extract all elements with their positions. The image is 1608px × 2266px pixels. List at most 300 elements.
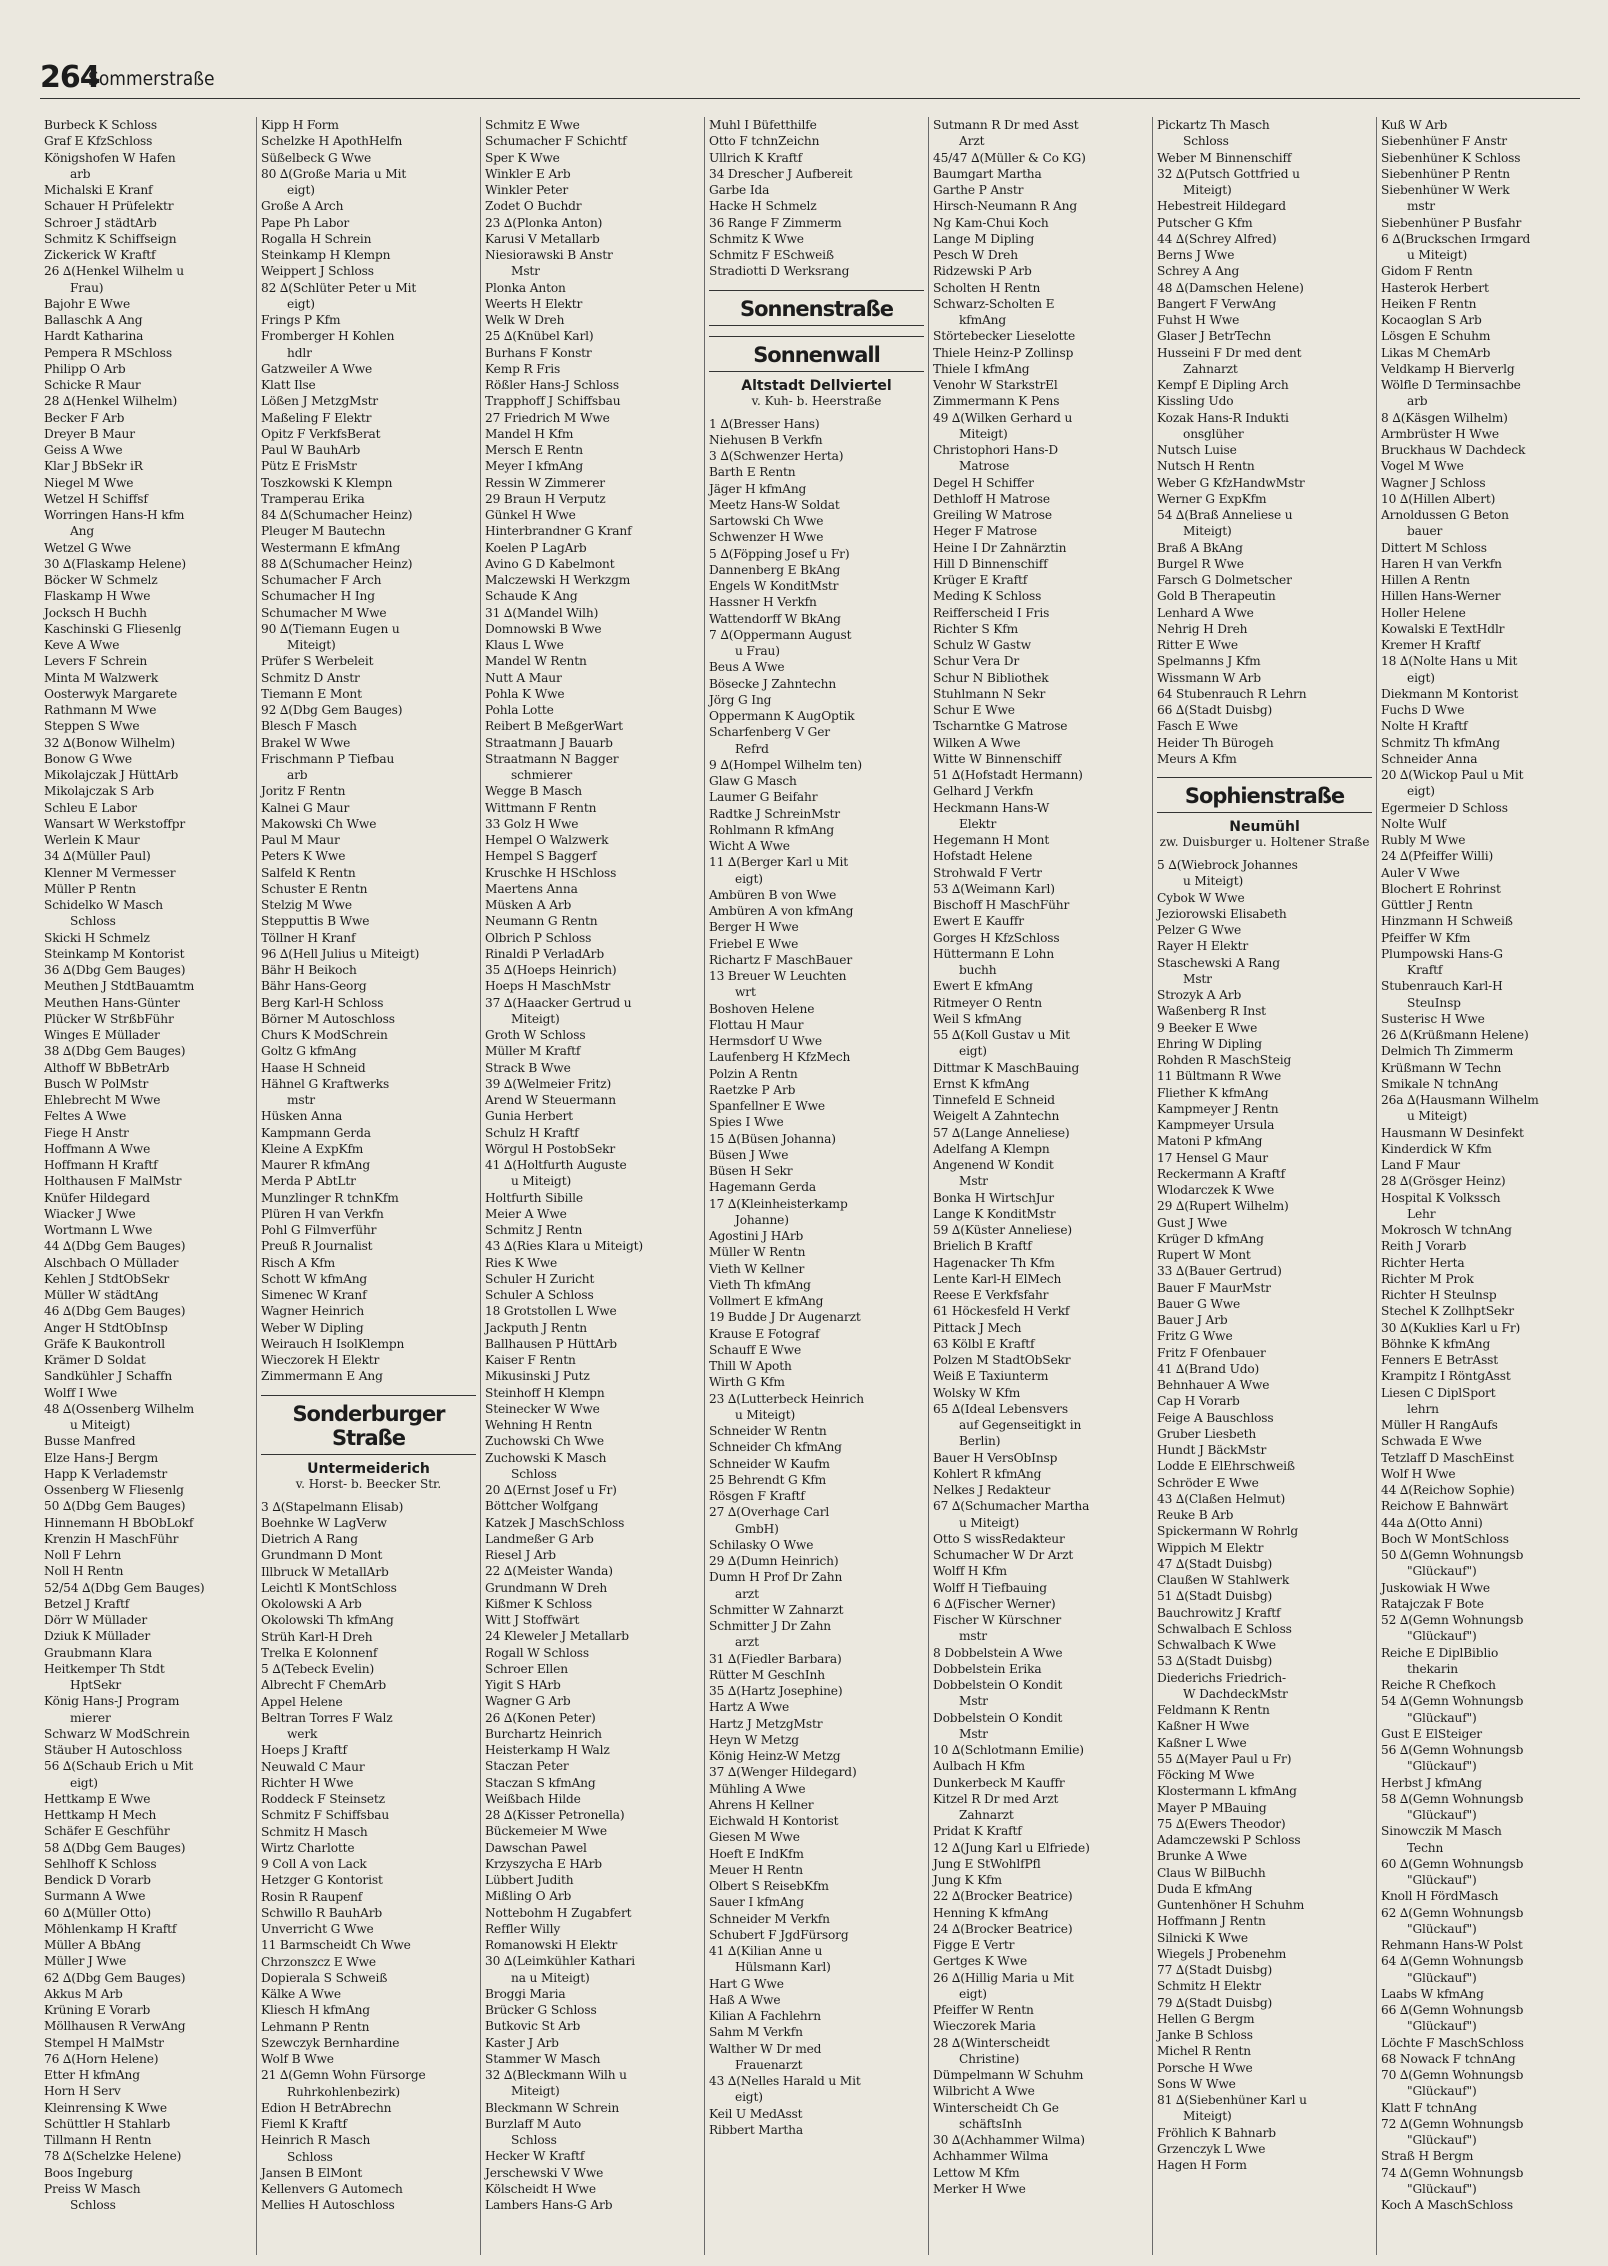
resident-entry: Bruckhaus W Dachdeck: [1381, 443, 1526, 457]
resident-entry: Peters K Wwe: [261, 849, 346, 864]
resident-entry: Lenhard A Wwe: [1157, 605, 1254, 620]
resident-entry: Rayer H Elektr: [1157, 939, 1249, 954]
resident-entry: 22 ∆(Brocker Beatrice): [933, 1889, 1073, 1904]
resident-entry: Hagenacker Th Kfm: [933, 1255, 1055, 1270]
resident-entry: Hellen G Bergm: [1157, 2011, 1255, 2026]
directory-column: [40, 117, 256, 2255]
resident-entry: Stelzig M Wwe: [261, 898, 352, 912]
resident-entry: Mißling O Arb: [485, 1889, 572, 1904]
resident-entry: Rößler Hans-J Schloss: [485, 378, 619, 392]
resident-entry: Schelzke H ApothHelfn: [261, 134, 403, 149]
resident-entry: Schmitz K Wwe: [709, 231, 804, 246]
resident-entry: Tinnefeld E Schneid: [933, 1093, 1055, 1107]
resident-entry: Jäger H kfmAng: [709, 481, 807, 496]
resident-entry: Bendick D Vorarb: [44, 1873, 151, 1887]
resident-entry: Burchartz Heinrich: [485, 1726, 602, 1741]
resident-entry: Schmitz H Masch: [261, 1824, 368, 1839]
resident-entry: 88 ∆(Schumacher Heinz): [261, 556, 413, 571]
resident-entry: 37 ∆(Wenger Hildegard): [709, 1765, 857, 1780]
resident-entry: Hempel O Walzwerk: [485, 833, 609, 847]
resident-entry: Kaßner H Wwe: [1157, 1719, 1250, 1734]
resident-entry: Opitz F VerkfsBerat: [261, 426, 381, 441]
resident-entry: 20 ∆(Wickop Paul u Mit: [1381, 768, 1524, 782]
resident-entry: Olbert S ReisebKfm: [709, 1879, 829, 1893]
resident-entry: Koelen P LagArb: [485, 540, 587, 555]
resident-entry: 17 ∆(Kleinheisterkamp: [709, 1196, 848, 1211]
resident-entry: Paul M Maur: [261, 833, 340, 847]
resident-entry: Wolf H Wwe: [1381, 1466, 1456, 1481]
entry-continuation: Matrose: [959, 459, 1010, 474]
resident-entry: Richartz F MaschBauer: [709, 952, 852, 967]
resident-entry: Börner M Autoschloss: [261, 1011, 395, 1026]
resident-entry: Welk W Dreh: [485, 313, 565, 327]
resident-entry: Brakel W Wwe: [261, 735, 351, 750]
resident-entry: Fritz G Wwe: [1157, 1329, 1233, 1344]
resident-entry: Weil S kfmAng: [933, 1011, 1022, 1026]
resident-entry: Landmeßer G Arb: [485, 1531, 594, 1546]
resident-entry: Siebenhüner F Anstr: [1381, 134, 1507, 149]
resident-entry: König Heinz-W Metzg: [709, 1749, 841, 1763]
resident-entry: 80 ∆(Große Maria u Mit: [261, 166, 407, 181]
resident-entry: 5 ∆(Föpping Josef u Fr): [709, 546, 850, 561]
resident-entry: Feige A Bauschloss: [1157, 1410, 1274, 1425]
resident-entry: Krzyszycha E HArb: [485, 1856, 602, 1871]
district-name: Altstadt Dellviertel: [741, 377, 892, 394]
resident-entry: Tramperau Erika: [261, 491, 365, 506]
resident-entry: Rehmann Hans-W Polst: [1381, 1938, 1523, 1952]
entry-continuation: Hülsmann Karl): [735, 1960, 831, 1975]
directory-column: [480, 117, 704, 2255]
entry-continuation: u Miteigt): [1407, 248, 1468, 262]
entry-continuation: eigt): [287, 183, 315, 197]
resident-entry: Löchte F MaschSchloss: [1381, 2035, 1524, 2050]
resident-entry: Hasterok Herbert: [1381, 280, 1489, 295]
resident-entry: Behnhauer A Wwe: [1157, 1378, 1270, 1392]
resident-entry: Sauer I kfmAng: [709, 1895, 804, 1910]
resident-entry: 20 ∆(Ernst Josef u Fr): [485, 1483, 617, 1497]
resident-entry: Stäuber H Autoschloss: [44, 1743, 182, 1757]
resident-entry: Knoll H FördMasch: [1381, 1889, 1499, 1904]
resident-entry: Schauff E Wwe: [709, 1342, 802, 1357]
resident-entry: Schmitz H Elektr: [1157, 1979, 1261, 1994]
resident-entry: Thiele I kfmAng: [933, 361, 1030, 376]
resident-entry: 53 ∆(Stadt Duisbg): [1157, 1654, 1273, 1669]
resident-entry: Krüßmann W Techn: [1381, 1060, 1502, 1075]
resident-entry: Dunkerbeck M Kauffr: [933, 1775, 1065, 1790]
resident-entry: Noll H Rentn: [44, 1564, 124, 1579]
resident-entry: Gorges H KfzSchloss: [933, 930, 1060, 945]
resident-entry: Kissling Udo: [1157, 394, 1234, 409]
resident-entry: Hettkamp E Wwe: [44, 1791, 151, 1806]
resident-entry: Schuler H Zuricht: [485, 1271, 595, 1286]
resident-entry: 74 ∆(Gemn Wohnungsb: [1381, 2165, 1524, 2180]
resident-entry: 50 ∆(Dbg Gem Bauges): [44, 1499, 186, 1514]
resident-entry: Claußen W Stahlwerk: [1157, 1573, 1290, 1587]
resident-entry: 13 Breuer W Leuchten: [709, 969, 847, 983]
entry-continuation: "Glückauf"): [1407, 1759, 1477, 1774]
resident-entry: Salfeld K Rentn: [261, 865, 356, 880]
resident-entry: Weigelt A Zahntechn: [933, 1109, 1060, 1124]
resident-entry: Polzen M StadtObSekr: [933, 1353, 1071, 1367]
resident-entry: Wirtz Charlotte: [261, 1840, 355, 1855]
resident-entry: Brielich B Kraftf: [933, 1239, 1032, 1254]
resident-entry: Hetzger G Kontorist: [261, 1873, 383, 1888]
resident-entry: Ritmeyer O Rentn: [933, 995, 1042, 1010]
resident-entry: Pohl G Filmverführ: [261, 1223, 377, 1237]
resident-entry: Krenzin H MaschFühr: [44, 1531, 179, 1546]
resident-entry: Domnowski B Wwe: [485, 621, 602, 636]
resident-entry: Meurs A Kfm: [1157, 751, 1237, 766]
resident-entry: Hinzmann H Schweiß: [1381, 914, 1513, 929]
resident-entry: Oppermann K AugOptik: [709, 709, 855, 723]
resident-entry: Mersch E Rentn: [485, 443, 583, 457]
resident-entry: Risch A Kfm: [261, 1255, 336, 1270]
resident-entry: Alschbach O Müllader: [44, 1255, 179, 1270]
entry-continuation: "Glückauf"): [1407, 1921, 1477, 1936]
resident-entry: Richter Herta: [1381, 1255, 1465, 1270]
resident-entry: Pohla Lotte: [485, 703, 554, 717]
resident-entry: 37 ∆(Haacker Gertrud u: [485, 995, 632, 1010]
resident-entry: Roddeck F Steinsetz: [261, 1792, 385, 1806]
resident-entry: Michalski E Kranf: [44, 183, 153, 197]
resident-entry: Bonow G Wwe: [44, 751, 132, 766]
resident-entry: Feldmann K Rentn: [1157, 1703, 1270, 1717]
resident-entry: Gust E ElSteiger: [1381, 1726, 1482, 1741]
resident-entry: Böhnke K kfmAng: [1381, 1336, 1491, 1351]
street-heading: Sophienstraße: [1157, 777, 1372, 813]
resident-entry: Bauer G Wwe: [1157, 1296, 1241, 1311]
resident-entry: Schüttler H Stahlarb: [44, 2116, 171, 2131]
resident-entry: 65 ∆(Ideal Lebensvers: [933, 1401, 1068, 1416]
resident-entry: Kalnei G Maur: [261, 800, 350, 815]
resident-entry: Trapphoff J Schiffsbau: [485, 394, 621, 409]
resident-entry: Gidom F Rentn: [1381, 264, 1473, 279]
resident-entry: Fliether K kfmAng: [1157, 1085, 1269, 1100]
resident-entry: 29 ∆(Dumn Heinrich): [709, 1554, 839, 1568]
resident-entry: 96 ∆(Hell Julius u Miteigt): [261, 946, 420, 961]
resident-entry: Sandkühler J Schaffn: [44, 1369, 173, 1384]
resident-entry: Lodde E ElEhrschweiß: [1157, 1459, 1295, 1474]
resident-entry: 82 ∆(Schlüter Peter u Mit: [261, 280, 417, 295]
entry-continuation: Zahnarzt: [1183, 361, 1238, 376]
entry-continuation: arzt: [735, 1635, 759, 1650]
resident-entry: Veldkamp H Bierverlg: [1381, 361, 1515, 376]
resident-entry: Rubly M Wwe: [1381, 833, 1466, 847]
resident-entry: 24 ∆(Pfeiffer Willi): [1381, 849, 1494, 864]
resident-entry: Schulz H Kraftf: [485, 1125, 579, 1140]
resident-entry: Spickermann W Rohrlg: [1157, 1524, 1298, 1539]
resident-entry: Winterscheidt Ch Ge: [933, 2100, 1059, 2115]
resident-entry: 7 ∆(Oppermann August: [709, 627, 852, 642]
resident-entry: 23 ∆(Lutterbeck Heinrich: [709, 1391, 864, 1406]
resident-entry: Riesel J Arb: [485, 1548, 556, 1562]
resident-entry: Rathmann M Wwe: [44, 703, 157, 717]
resident-entry: Bauer H VersObInsp: [933, 1450, 1058, 1465]
directory-column: [256, 117, 480, 2255]
resident-entry: Heckmann Hans-W: [933, 800, 1050, 815]
street-heading: Sonderburger Straße: [261, 1395, 476, 1455]
resident-entry: 9 Beeker E Wwe: [1157, 1020, 1258, 1035]
resident-entry: Störtebecker Lieselotte: [933, 329, 1076, 344]
resident-entry: Siebenhüner P Busfahr: [1381, 215, 1522, 230]
resident-entry: Klar J BbSekr iR: [44, 459, 143, 474]
resident-entry: 79 ∆(Stadt Duisbg): [1157, 1995, 1273, 2010]
resident-entry: Delmich Th Zimmerm: [1381, 1044, 1514, 1059]
entry-continuation: u Miteigt): [511, 1174, 572, 1189]
entry-continuation: buchh: [959, 963, 997, 977]
resident-entry: Becker F Arb: [44, 410, 125, 425]
resident-entry: Dreyer B Maur: [44, 426, 135, 441]
resident-entry: Polzin A Rentn: [709, 1066, 798, 1081]
resident-entry: 11 Bültmann R Wwe: [1157, 1069, 1282, 1084]
resident-entry: Winges E Müllader: [44, 1028, 160, 1042]
resident-entry: Kozak Hans-R Indukti: [1157, 410, 1289, 425]
resident-entry: Mikolajczak J HüttArb: [44, 768, 179, 782]
resident-entry: 26 ∆(Krüßmann Helene): [1381, 1028, 1529, 1042]
resident-entry: Schneider M Verkfn: [709, 1911, 830, 1926]
entry-continuation: "Glückauf"): [1407, 1808, 1477, 1822]
resident-entry: Wegge B Masch: [485, 784, 582, 799]
resident-entry: Pfeiffer W Rentn: [933, 2003, 1034, 2017]
resident-entry: Fuchs D Wwe: [1381, 703, 1465, 717]
resident-entry: Mellies H Autoschloss: [261, 2198, 395, 2213]
resident-entry: Armbrüster H Wwe: [1381, 426, 1499, 441]
resident-entry: Friebel E Wwe: [709, 936, 799, 951]
resident-entry: 12 ∆(Jung Karl u Elfriede): [933, 1840, 1090, 1855]
resident-entry: Schulz W Gastw: [933, 638, 1031, 652]
resident-entry: 92 ∆(Dbg Gem Bauges): [261, 703, 403, 717]
resident-entry: Schneider Anna: [1381, 751, 1478, 766]
resident-entry: Müller H RangAufs: [1381, 1418, 1498, 1432]
entry-continuation: Christine): [959, 2051, 1020, 2066]
resident-entry: Müsken A Arb: [485, 898, 572, 912]
resident-entry: 44a ∆(Otto Anni): [1381, 1515, 1483, 1530]
resident-entry: Pridat K Kraftf: [933, 1824, 1022, 1839]
resident-entry: Stubenrauch Karl-H: [1381, 979, 1503, 994]
resident-entry: 28 ∆(Grösger Heinz): [1381, 1174, 1506, 1189]
resident-entry: 36 Range F Zimmerm: [709, 215, 842, 230]
resident-entry: Hegemann H Mont: [933, 833, 1050, 847]
resident-entry: Krause E Fotograf: [709, 1326, 820, 1341]
district-name: Neumühl: [1229, 819, 1300, 835]
resident-entry: Möllhausen R VerwAng: [44, 2019, 186, 2034]
resident-entry: Hundt J BäckMstr: [1157, 1443, 1267, 1457]
resident-entry: 3 ∆(Stapelmann Elisab): [261, 1499, 404, 1514]
resident-entry: Horn H Serv: [44, 2084, 121, 2099]
resident-entry: 10 ∆(Hillen Albert): [1381, 491, 1496, 506]
resident-entry: Zimmermann E Ang: [261, 1369, 383, 1384]
entry-continuation: "Glückauf"): [1407, 2181, 1477, 2196]
resident-entry: Schäfer E Geschführ: [44, 1824, 170, 1839]
resident-entry: Krüger E Kraftf: [933, 573, 1028, 587]
resident-entry: Joritz F Rentn: [261, 784, 346, 799]
resident-entry: Müller W städtAng: [44, 1288, 159, 1302]
resident-entry: Fenners E BetrAsst: [1381, 1353, 1499, 1367]
resident-entry: Jung K Kfm: [933, 1873, 1002, 1887]
resident-entry: Zimmermann K Pens: [933, 394, 1060, 409]
resident-entry: Hoffmann H Kraftf: [44, 1158, 158, 1172]
entry-continuation: eigt): [735, 871, 763, 886]
resident-entry: Rogall W Schloss: [485, 1645, 590, 1660]
resident-entry: Stepputtis B Wwe: [261, 914, 370, 929]
resident-entry: Lehmann P Rentn: [261, 2019, 370, 2034]
resident-entry: Schmitz D Anstr: [261, 670, 360, 685]
resident-entry: Weirauch H IsolKlempn: [261, 1336, 405, 1351]
resident-entry: 52/54 ∆(Dbg Gem Bauges): [44, 1580, 205, 1595]
resident-entry: Schumacher M Wwe: [261, 605, 387, 620]
resident-entry: Gust J Wwe: [1157, 1215, 1228, 1230]
resident-entry: Keve A Wwe: [44, 638, 120, 652]
resident-entry: Schmitter J Dr Zahn: [709, 1619, 832, 1633]
resident-entry: 64 Stubenrauch R Lehrn: [1157, 686, 1307, 701]
resident-entry: Dawschan Pawel: [485, 1840, 587, 1855]
entry-continuation: Mstr: [1183, 971, 1212, 986]
resident-entry: 30 ∆(Leimkühler Kathari: [485, 1954, 635, 1969]
resident-entry: Meuthen Hans-Günter: [44, 995, 180, 1010]
resident-entry: Hartz J MetzgMstr: [709, 1716, 823, 1731]
resident-entry: Wörgul H PostobSekr: [485, 1141, 616, 1156]
resident-entry: Süßelbeck G Wwe: [261, 150, 372, 165]
resident-entry: Egermeier D Schloss: [1381, 800, 1508, 815]
resident-entry: Westermann E kfmAng: [261, 540, 401, 555]
resident-entry: Hempel S Baggerf: [485, 849, 597, 864]
entry-continuation: mierer: [70, 1710, 111, 1725]
resident-entry: Jackputh J Rentn: [485, 1320, 587, 1335]
resident-entry: Unverricht G Wwe: [261, 1922, 374, 1936]
resident-entry: 39 ∆(Welmeier Fritz): [485, 1076, 612, 1091]
resident-entry: Winkler Peter: [485, 183, 569, 197]
entry-continuation: Miteigt): [511, 2084, 560, 2099]
resident-entry: Olbrich P Schloss: [485, 930, 592, 945]
resident-entry: Bonka H WirtschJur: [933, 1190, 1054, 1205]
resident-entry: Braß A BkAng: [1157, 540, 1243, 555]
resident-entry: Nehrig H Dreh: [1157, 621, 1248, 636]
resident-entry: 27 Friedrich M Wwe: [485, 410, 610, 425]
resident-entry: Schubert F JgdFürsorg: [709, 1927, 849, 1942]
resident-entry: Böttcher Wolfgang: [485, 1499, 599, 1514]
resident-entry: Pfeiffer W Kfm: [1381, 930, 1471, 945]
resident-entry: Heitkemper Th Stdt: [44, 1661, 165, 1676]
resident-entry: 18 Grotstollen L Wwe: [485, 1304, 617, 1319]
entry-continuation: eigt): [1407, 784, 1435, 799]
resident-entry: Wiegels J Probenehm: [1157, 1946, 1287, 1961]
resident-entry: Hoffmann J Rentn: [1157, 1914, 1266, 1929]
entry-continuation: "Glückauf"): [1407, 1970, 1477, 1985]
resident-entry: Bauer J Arb: [1157, 1313, 1228, 1327]
resident-entry: Maurer R kfmAng: [261, 1158, 371, 1172]
resident-entry: Susterisc H Wwe: [1381, 1011, 1485, 1026]
resident-entry: Duda E kfmAng: [1157, 1881, 1253, 1896]
entry-continuation: "Glückauf"): [1407, 2084, 1477, 2099]
resident-entry: Müller A BbAng: [44, 1938, 141, 1952]
resident-entry: Reibert B MeßgerWart: [485, 719, 623, 734]
resident-entry: Ewert E Kauffr: [933, 914, 1024, 929]
resident-entry: Nottebohm H Zugabfert: [485, 1905, 632, 1920]
resident-entry: 44 ∆(Reichow Sophie): [1381, 1483, 1515, 1497]
resident-entry: Haß A Wwe: [709, 1992, 781, 2007]
resident-entry: Müller P Rentn: [44, 881, 136, 896]
resident-entry: Niegel M Wwe: [44, 475, 134, 490]
resident-entry: Dobbelstein O Kondit: [933, 1710, 1063, 1725]
resident-entry: Müller J Wwe: [44, 1954, 127, 1969]
entry-continuation: Miteigt): [1183, 524, 1232, 539]
resident-entry: Bischoff H MaschFühr: [933, 898, 1070, 912]
entry-continuation: hdlr: [287, 345, 312, 360]
resident-entry: Plumpowski Hans-G: [1381, 946, 1503, 961]
entry-continuation: Mstr: [959, 1726, 988, 1741]
resident-entry: Kleine A ExpKfm: [261, 1141, 364, 1156]
running-head: Sommerstraße: [88, 68, 215, 90]
resident-entry: Boos Ingeburg: [44, 2165, 133, 2180]
entry-continuation: werk: [287, 1727, 318, 1741]
resident-entry: Ewert E kfmAng: [933, 979, 1033, 994]
resident-entry: Kliesch H kfmAng: [261, 2003, 370, 2018]
resident-entry: Kitzel R Dr med Arzt: [933, 1791, 1059, 1806]
resident-entry: Reiche E DiplBiblio: [1381, 1645, 1499, 1660]
resident-entry: Gatzweiler A Wwe: [261, 361, 373, 376]
resident-entry: Ernst K kfmAng: [933, 1076, 1030, 1091]
resident-entry: 81 ∆(Siebenhüner Karl u: [1157, 2093, 1307, 2107]
resident-entry: Arend W Steuermann: [485, 1093, 616, 1107]
resident-entry: Burbeck K Schloss: [44, 118, 157, 132]
resident-entry: Hüsken Anna: [261, 1109, 343, 1124]
resident-entry: König Hans-J Program: [44, 1694, 180, 1709]
resident-entry: Hoeft E IndKfm: [709, 1846, 804, 1861]
resident-entry: Dümpelmann W Schuhm: [933, 2068, 1084, 2082]
resident-entry: Kellenvers G Automech: [261, 2182, 403, 2196]
resident-entry: Farsch G Dolmetscher: [1157, 573, 1292, 587]
resident-entry: Likas M ChemArb: [1381, 345, 1491, 360]
resident-entry: Butkovic St Arb: [485, 2019, 581, 2034]
resident-entry: Bangert F VerwAng: [1157, 296, 1277, 311]
resident-entry: Plücker W StrßbFühr: [44, 1011, 174, 1026]
resident-entry: Cybok W Wwe: [1157, 890, 1245, 905]
entry-continuation: auf Gegenseitigkt in: [959, 1418, 1082, 1432]
resident-entry: Ries K Wwe: [485, 1255, 558, 1270]
resident-entry: Krampitz I RöntgAsst: [1381, 1369, 1511, 1384]
resident-entry: Schroer J städtArb: [44, 215, 157, 230]
page-header: [40, 58, 1580, 99]
resident-entry: Elze Hans-J Bergm: [44, 1450, 158, 1465]
resident-entry: 11 Barmscheidt Ch Wwe: [261, 1938, 411, 1953]
resident-entry: Fischer W Kürschner: [933, 1613, 1062, 1627]
entry-continuation: Schloss: [1183, 134, 1229, 149]
entry-continuation: arb: [1407, 394, 1428, 409]
resident-entry: Krämer D Soldat: [44, 1353, 146, 1367]
resident-entry: Hinterbrandner G Kranf: [485, 524, 632, 539]
resident-entry: Adamczewski P Schloss: [1157, 1833, 1301, 1847]
resident-entry: Heiken F Rentn: [1381, 296, 1477, 311]
resident-entry: Zuchowski Ch Wwe: [485, 1434, 604, 1449]
resident-entry: 72 ∆(Gemn Wohnungsb: [1381, 2116, 1524, 2131]
entry-continuation: mstr: [959, 1629, 987, 1644]
resident-entry: Steinkamp H Klempn: [261, 248, 391, 262]
resident-entry: Wansart W Werkstoffpr: [44, 816, 186, 831]
resident-entry: Jeziorowski Elisabeth: [1157, 906, 1287, 921]
resident-entry: Dziuk K Müllader: [44, 1629, 151, 1644]
resident-entry: Makowski Ch Wwe: [261, 816, 377, 831]
resident-entry: 10 ∆(Schlotmann Emilie): [933, 1743, 1084, 1757]
resident-entry: Gräfe K Baukontroll: [44, 1336, 166, 1351]
resident-entry: Akkus M Arb: [44, 1986, 123, 2001]
resident-entry: Kilian A Fachlehrn: [709, 2009, 821, 2023]
resident-entry: Etter H kfmAng: [44, 2068, 140, 2082]
entry-continuation: na u Miteigt): [511, 1970, 590, 1985]
resident-entry: Smikale N tchnAng: [1381, 1076, 1499, 1091]
resident-entry: Philipp O Arb: [44, 361, 126, 376]
resident-entry: 43 ∆(Nelles Harald u Mit: [709, 2074, 861, 2088]
entry-continuation: Miteigt): [959, 426, 1008, 441]
